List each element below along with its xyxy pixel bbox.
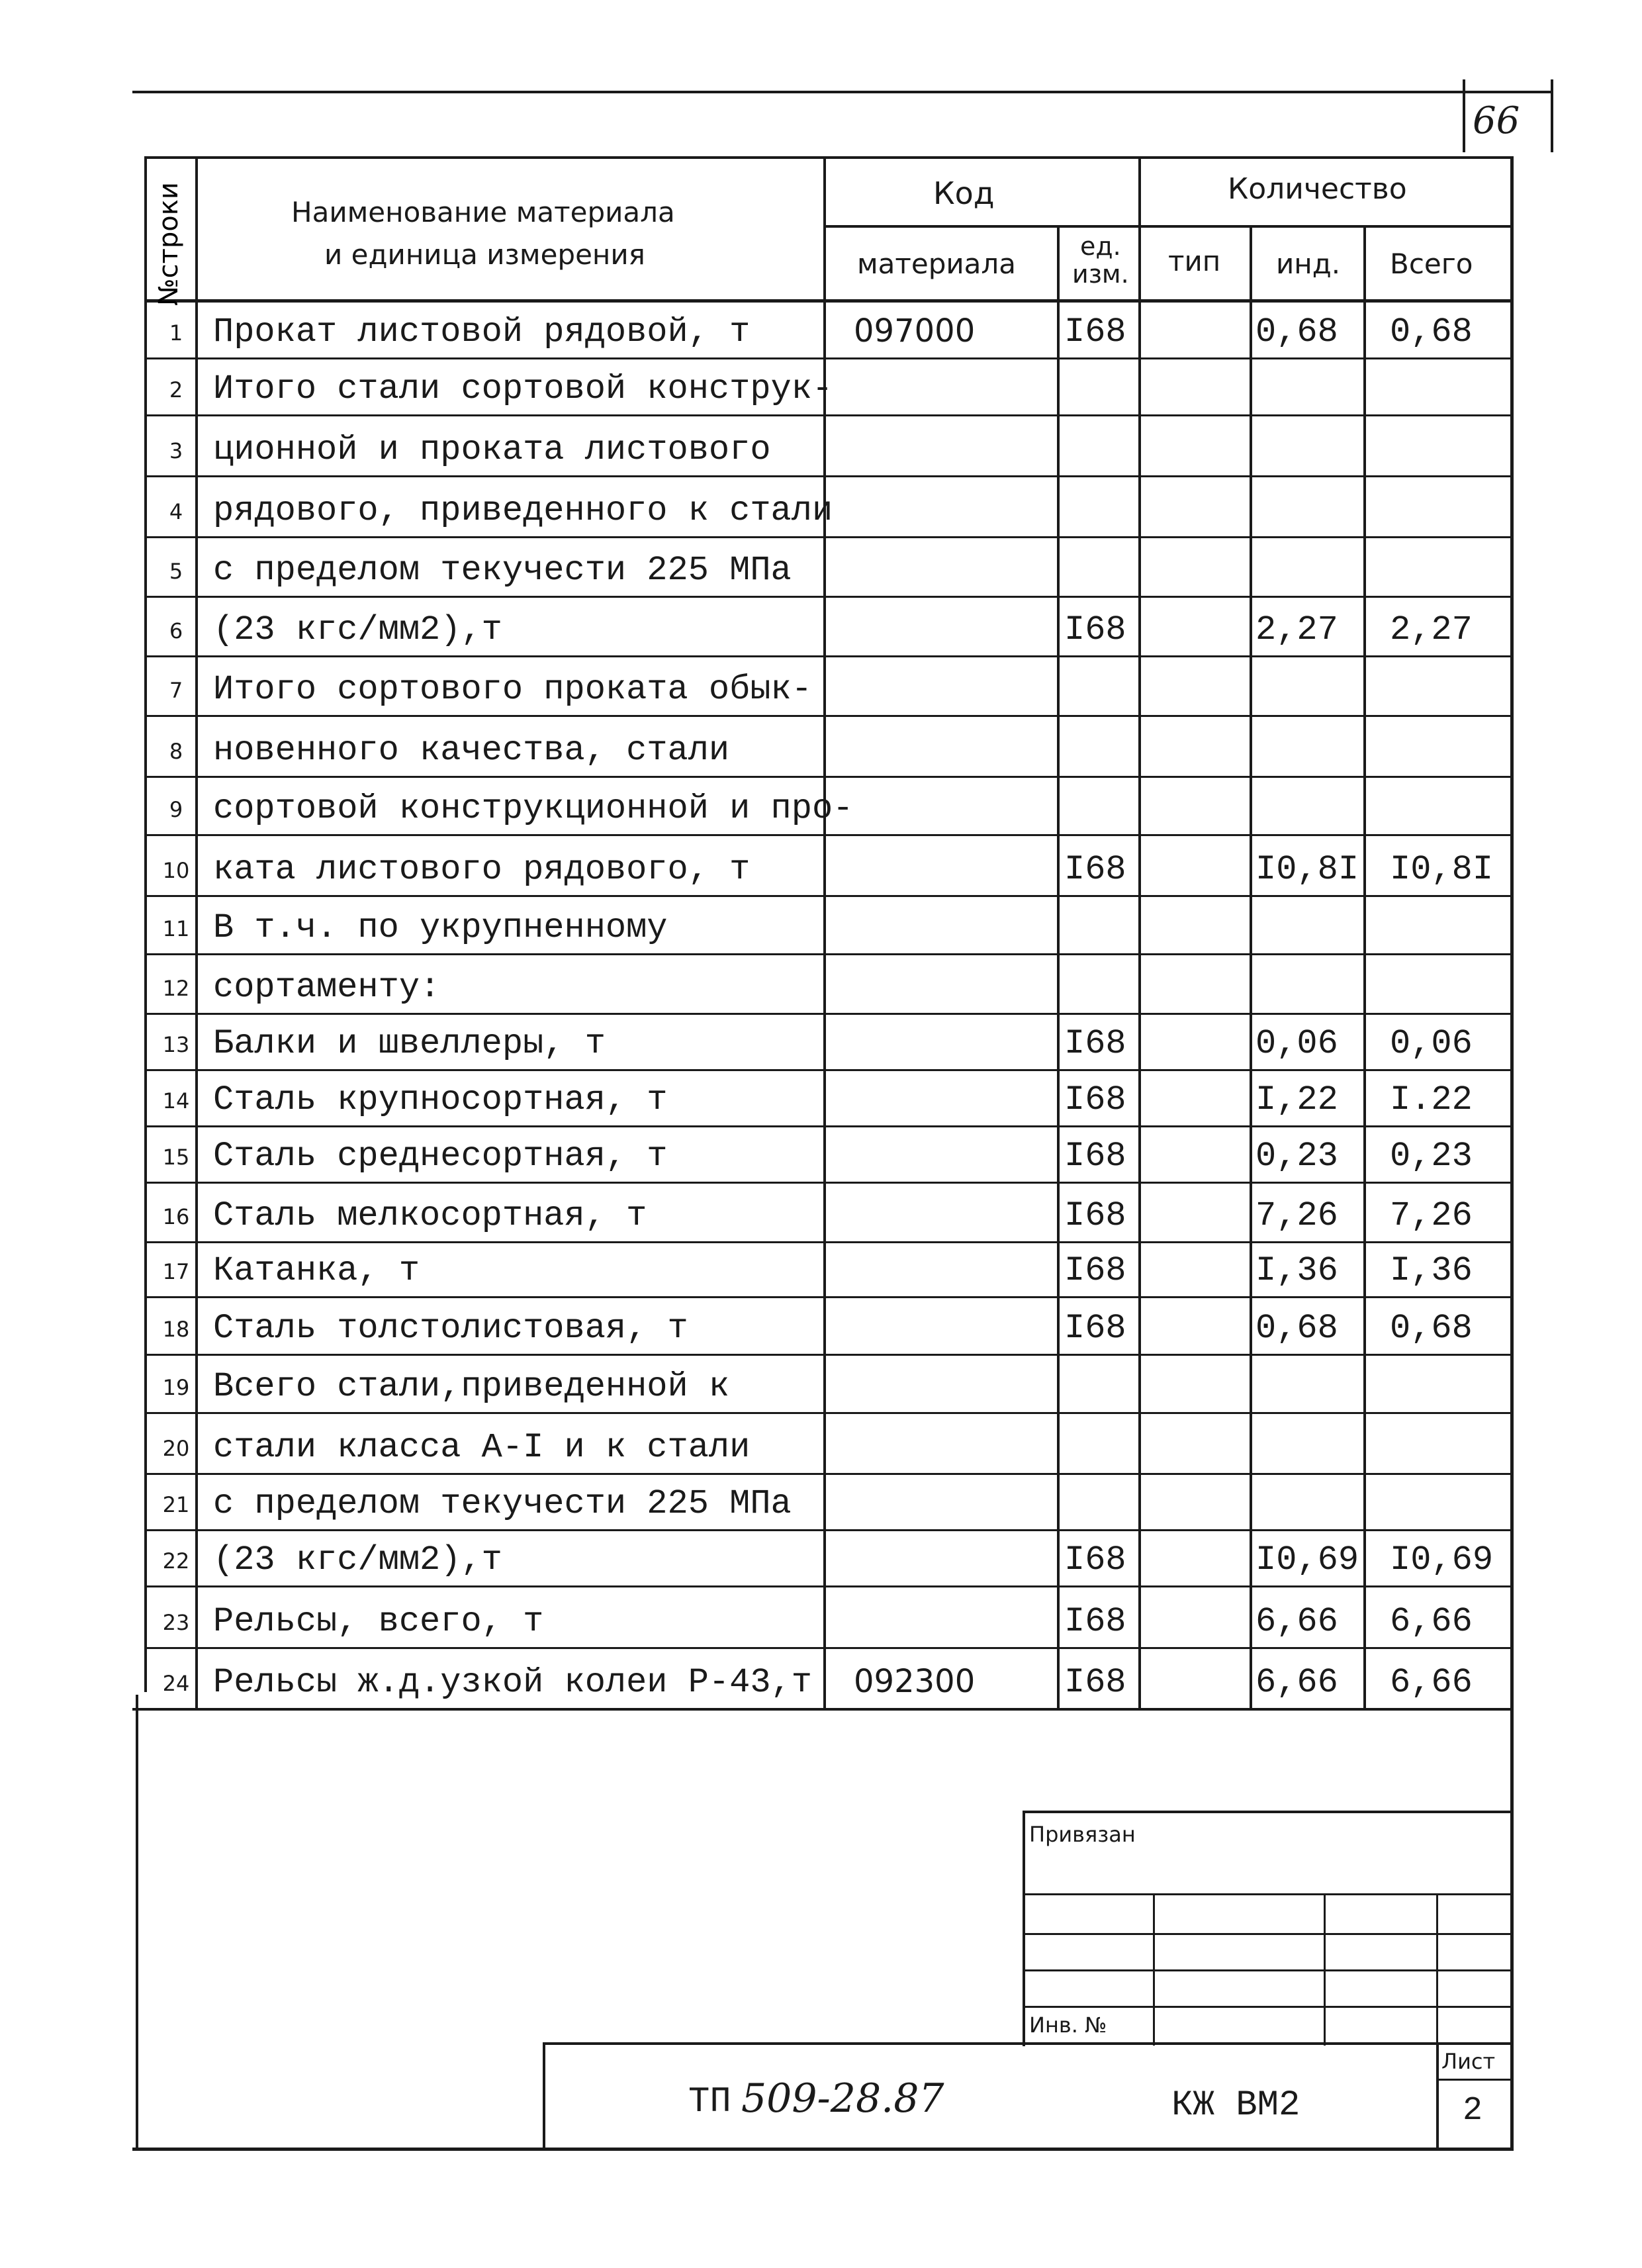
row-material-name: с пределом текучести 225 МПа [213, 551, 792, 590]
row-material-name: Рельсы, всего, т [213, 1602, 544, 1641]
row-rule [144, 1013, 1512, 1015]
row-rule [144, 1125, 1512, 1127]
title-block-sheet-divider [1436, 2042, 1439, 2150]
page-bottom-border [132, 2148, 1514, 2151]
row-material-name: Сталь среднесортная, т [213, 1137, 668, 1176]
row-qty-total: 0,68 [1390, 1309, 1473, 1348]
row-rule [144, 1182, 1512, 1184]
row-qty-ind: 0,68 [1255, 1309, 1338, 1348]
row-qty-ind: 2,27 [1255, 610, 1338, 649]
row-rule [144, 596, 1512, 598]
row-number: 22 [162, 1548, 190, 1574]
row-number: 11 [162, 916, 190, 941]
row-number: 6 [169, 618, 183, 643]
row-qty-ind: I,36 [1255, 1251, 1338, 1290]
stamp-grid-row-3 [1023, 1969, 1512, 1971]
row-number: 4 [169, 499, 183, 524]
row-qty-total: 2,27 [1390, 610, 1473, 649]
row-number: 13 [162, 1032, 190, 1057]
row-rule [144, 475, 1512, 477]
row-qty-ind: 6,66 [1255, 1602, 1338, 1641]
doc-code: КЖ ВМ2 [1171, 2085, 1300, 2126]
header-bottom-rule [144, 299, 1512, 303]
stamp-inv-label: Инв. № [1029, 2012, 1107, 2038]
stamp-left-rule [1023, 1811, 1025, 2046]
page-right-border [1510, 156, 1514, 2149]
title-block-left-rule [543, 2042, 545, 2150]
row-number: 9 [169, 797, 183, 822]
row-number: 18 [162, 1317, 190, 1342]
row-rule [144, 953, 1512, 955]
col-unit-divider [1138, 156, 1141, 1711]
header-ind: инд. [1276, 248, 1341, 280]
header-rownum: №строки [154, 182, 184, 306]
row-qty-total: 6,66 [1390, 1663, 1473, 1702]
row-number: 20 [162, 1436, 190, 1461]
row-unit-code: I68 [1064, 1251, 1126, 1290]
row-material-name: Балки и швеллеры, т [213, 1024, 606, 1063]
row-qty-ind: 0,68 [1255, 312, 1338, 352]
sheet-number: 2 [1463, 2092, 1483, 2130]
page-number-box-left [1463, 79, 1465, 152]
row-number: 7 [169, 678, 183, 703]
stamp-linked-label: Привязан [1029, 1822, 1136, 1847]
row-rule [144, 1354, 1512, 1356]
row-material-name: ката листового рядового, т [213, 850, 751, 889]
row-rule [144, 1069, 1512, 1071]
row-qty-total: 0,68 [1390, 312, 1473, 352]
row-qty-ind: 6,66 [1255, 1663, 1338, 1702]
doc-prefix: ТП [688, 2082, 731, 2122]
row-number: 17 [162, 1259, 190, 1284]
row-qty-total: 7,26 [1390, 1196, 1473, 1235]
row-material-name: новенного качества, стали [213, 731, 730, 770]
row-number: 19 [162, 1375, 190, 1400]
top-rule [132, 91, 1553, 93]
row-material-code: 092300 [854, 1663, 976, 1700]
table-top-border [144, 156, 1513, 159]
sheet-label: Лист [1441, 2049, 1496, 2074]
row-unit-code: I68 [1064, 1663, 1126, 1702]
header-mid-rule [823, 225, 1512, 228]
row-material-name: (23 кгс/мм2),т [213, 610, 502, 649]
row-material-name: Итого стали сортовой конструк- [213, 369, 833, 408]
row-rule [144, 655, 1512, 657]
header-name-line2: и единица измерения [324, 238, 645, 271]
row-rule [144, 776, 1512, 778]
row-material-name: стали класса А-I и к стали [213, 1428, 751, 1467]
row-qty-total: I,36 [1390, 1251, 1473, 1290]
row-unit-code: I68 [1064, 850, 1126, 889]
row-material-name: (23 кгс/мм2),т [213, 1540, 502, 1580]
page-number: 66 [1473, 99, 1520, 142]
row-material-name: ционной и проката листового [213, 430, 771, 469]
header-name-line1: Наименование материала [291, 196, 675, 228]
row-qty-total: 0,06 [1390, 1024, 1473, 1063]
row-material-name: сортаменту: [213, 968, 441, 1007]
row-rule [144, 1473, 1512, 1475]
col-type-divider [1250, 225, 1252, 1711]
row-number: 3 [169, 438, 183, 463]
sheet-label-rule [1436, 2079, 1512, 2081]
row-rule [144, 414, 1512, 416]
stamp-grid-col-1 [1153, 1893, 1155, 2046]
row-material-name: Сталь толстолистовая, т [213, 1309, 688, 1348]
row-rule [144, 536, 1512, 538]
row-material-name: рядового, приведенного к стали [213, 491, 833, 530]
row-rule [144, 1296, 1512, 1298]
row-material-name: В т.ч. по укрупненному [213, 908, 668, 947]
page-left-border-lower [136, 1695, 138, 2150]
row-rule [144, 357, 1512, 359]
table-left-border [144, 156, 147, 1692]
row-number: 2 [169, 377, 183, 402]
row-rule [144, 1585, 1512, 1587]
row-qty-ind: 7,26 [1255, 1196, 1338, 1235]
row-qty-ind: I0,8I [1255, 850, 1359, 889]
row-number: 15 [162, 1145, 190, 1170]
row-qty-ind: I0,69 [1255, 1540, 1359, 1580]
col-code-divider [1057, 225, 1060, 1711]
header-quantity: Количество [1228, 172, 1407, 206]
stamp-grid-row-4 [1023, 2006, 1512, 2008]
row-rule [144, 1529, 1512, 1531]
row-qty-ind: 0,23 [1255, 1137, 1338, 1176]
row-rule [144, 1708, 1512, 1710]
row-qty-total: 6,66 [1390, 1602, 1473, 1641]
row-unit-code: I68 [1064, 1196, 1126, 1235]
row-unit-code: I68 [1064, 1137, 1126, 1176]
row-material-name: Сталь мелкосортная, т [213, 1196, 647, 1235]
header-code: Код [933, 175, 995, 211]
stamp-grid-row-1 [1023, 1893, 1512, 1895]
header-total: Всего [1390, 248, 1473, 280]
page-number-box-right [1551, 79, 1553, 152]
stamp-grid-col-2 [1324, 1893, 1326, 2046]
row-material-name: Рельсы ж.д.узкой колеи Р-43,т [213, 1663, 812, 1702]
row-qty-total: I.22 [1390, 1080, 1473, 1119]
stamp-top-rule [1023, 1811, 1512, 1813]
row-qty-ind: I,22 [1255, 1080, 1338, 1119]
row-material-name: Итого сортового проката обык- [213, 670, 812, 709]
row-rule [144, 1412, 1512, 1414]
row-number: 12 [162, 976, 190, 1001]
row-qty-total: I0,8I [1390, 850, 1494, 889]
col-ind-divider [1363, 225, 1366, 1711]
title-block-top-rule [543, 2042, 1512, 2045]
row-material-name: с пределом текучести 225 МПа [213, 1484, 792, 1523]
row-rule [144, 1647, 1512, 1649]
row-qty-total: 0,23 [1390, 1137, 1473, 1176]
row-unit-code: I68 [1064, 1540, 1126, 1580]
row-material-name: Сталь крупносортная, т [213, 1080, 668, 1119]
header-material: материала [857, 248, 1017, 280]
row-unit-code: I68 [1064, 1080, 1126, 1119]
row-number: 21 [162, 1492, 190, 1517]
row-rule [144, 715, 1512, 717]
row-rule [144, 834, 1512, 836]
row-number: 24 [162, 1671, 190, 1696]
row-qty-total: I0,69 [1390, 1540, 1494, 1580]
stamp-grid-row-2 [1023, 1933, 1512, 1935]
row-number: 1 [169, 320, 183, 346]
row-unit-code: I68 [1064, 1309, 1126, 1348]
header-unit-1: ед. [1080, 232, 1121, 261]
row-number: 16 [162, 1204, 190, 1229]
row-unit-code: I68 [1064, 610, 1126, 649]
header-type: тип [1168, 245, 1221, 277]
stamp-grid-col-3 [1436, 1893, 1438, 2046]
row-unit-code: I68 [1064, 1024, 1126, 1063]
row-qty-ind: 0,06 [1255, 1024, 1338, 1063]
row-rule [144, 895, 1512, 897]
row-number: 14 [162, 1088, 190, 1113]
row-material-name: сортовой конструкционной и про- [213, 789, 854, 828]
row-material-name: Прокат листовой рядовой, т [213, 312, 751, 352]
row-number: 23 [162, 1610, 190, 1635]
row-material-name: Катанка, т [213, 1251, 420, 1290]
header-unit-2: изм. [1072, 260, 1129, 289]
row-number: 5 [169, 559, 183, 584]
row-number: 10 [162, 858, 190, 883]
row-number: 8 [169, 739, 183, 764]
row-material-name: Всего стали,приведенной к [213, 1367, 730, 1406]
row-rule [144, 1241, 1512, 1243]
row-unit-code: I68 [1064, 312, 1126, 352]
doc-number: 509-28.87 [741, 2075, 944, 2122]
row-material-code: 097000 [854, 312, 976, 350]
row-unit-code: I68 [1064, 1602, 1126, 1641]
